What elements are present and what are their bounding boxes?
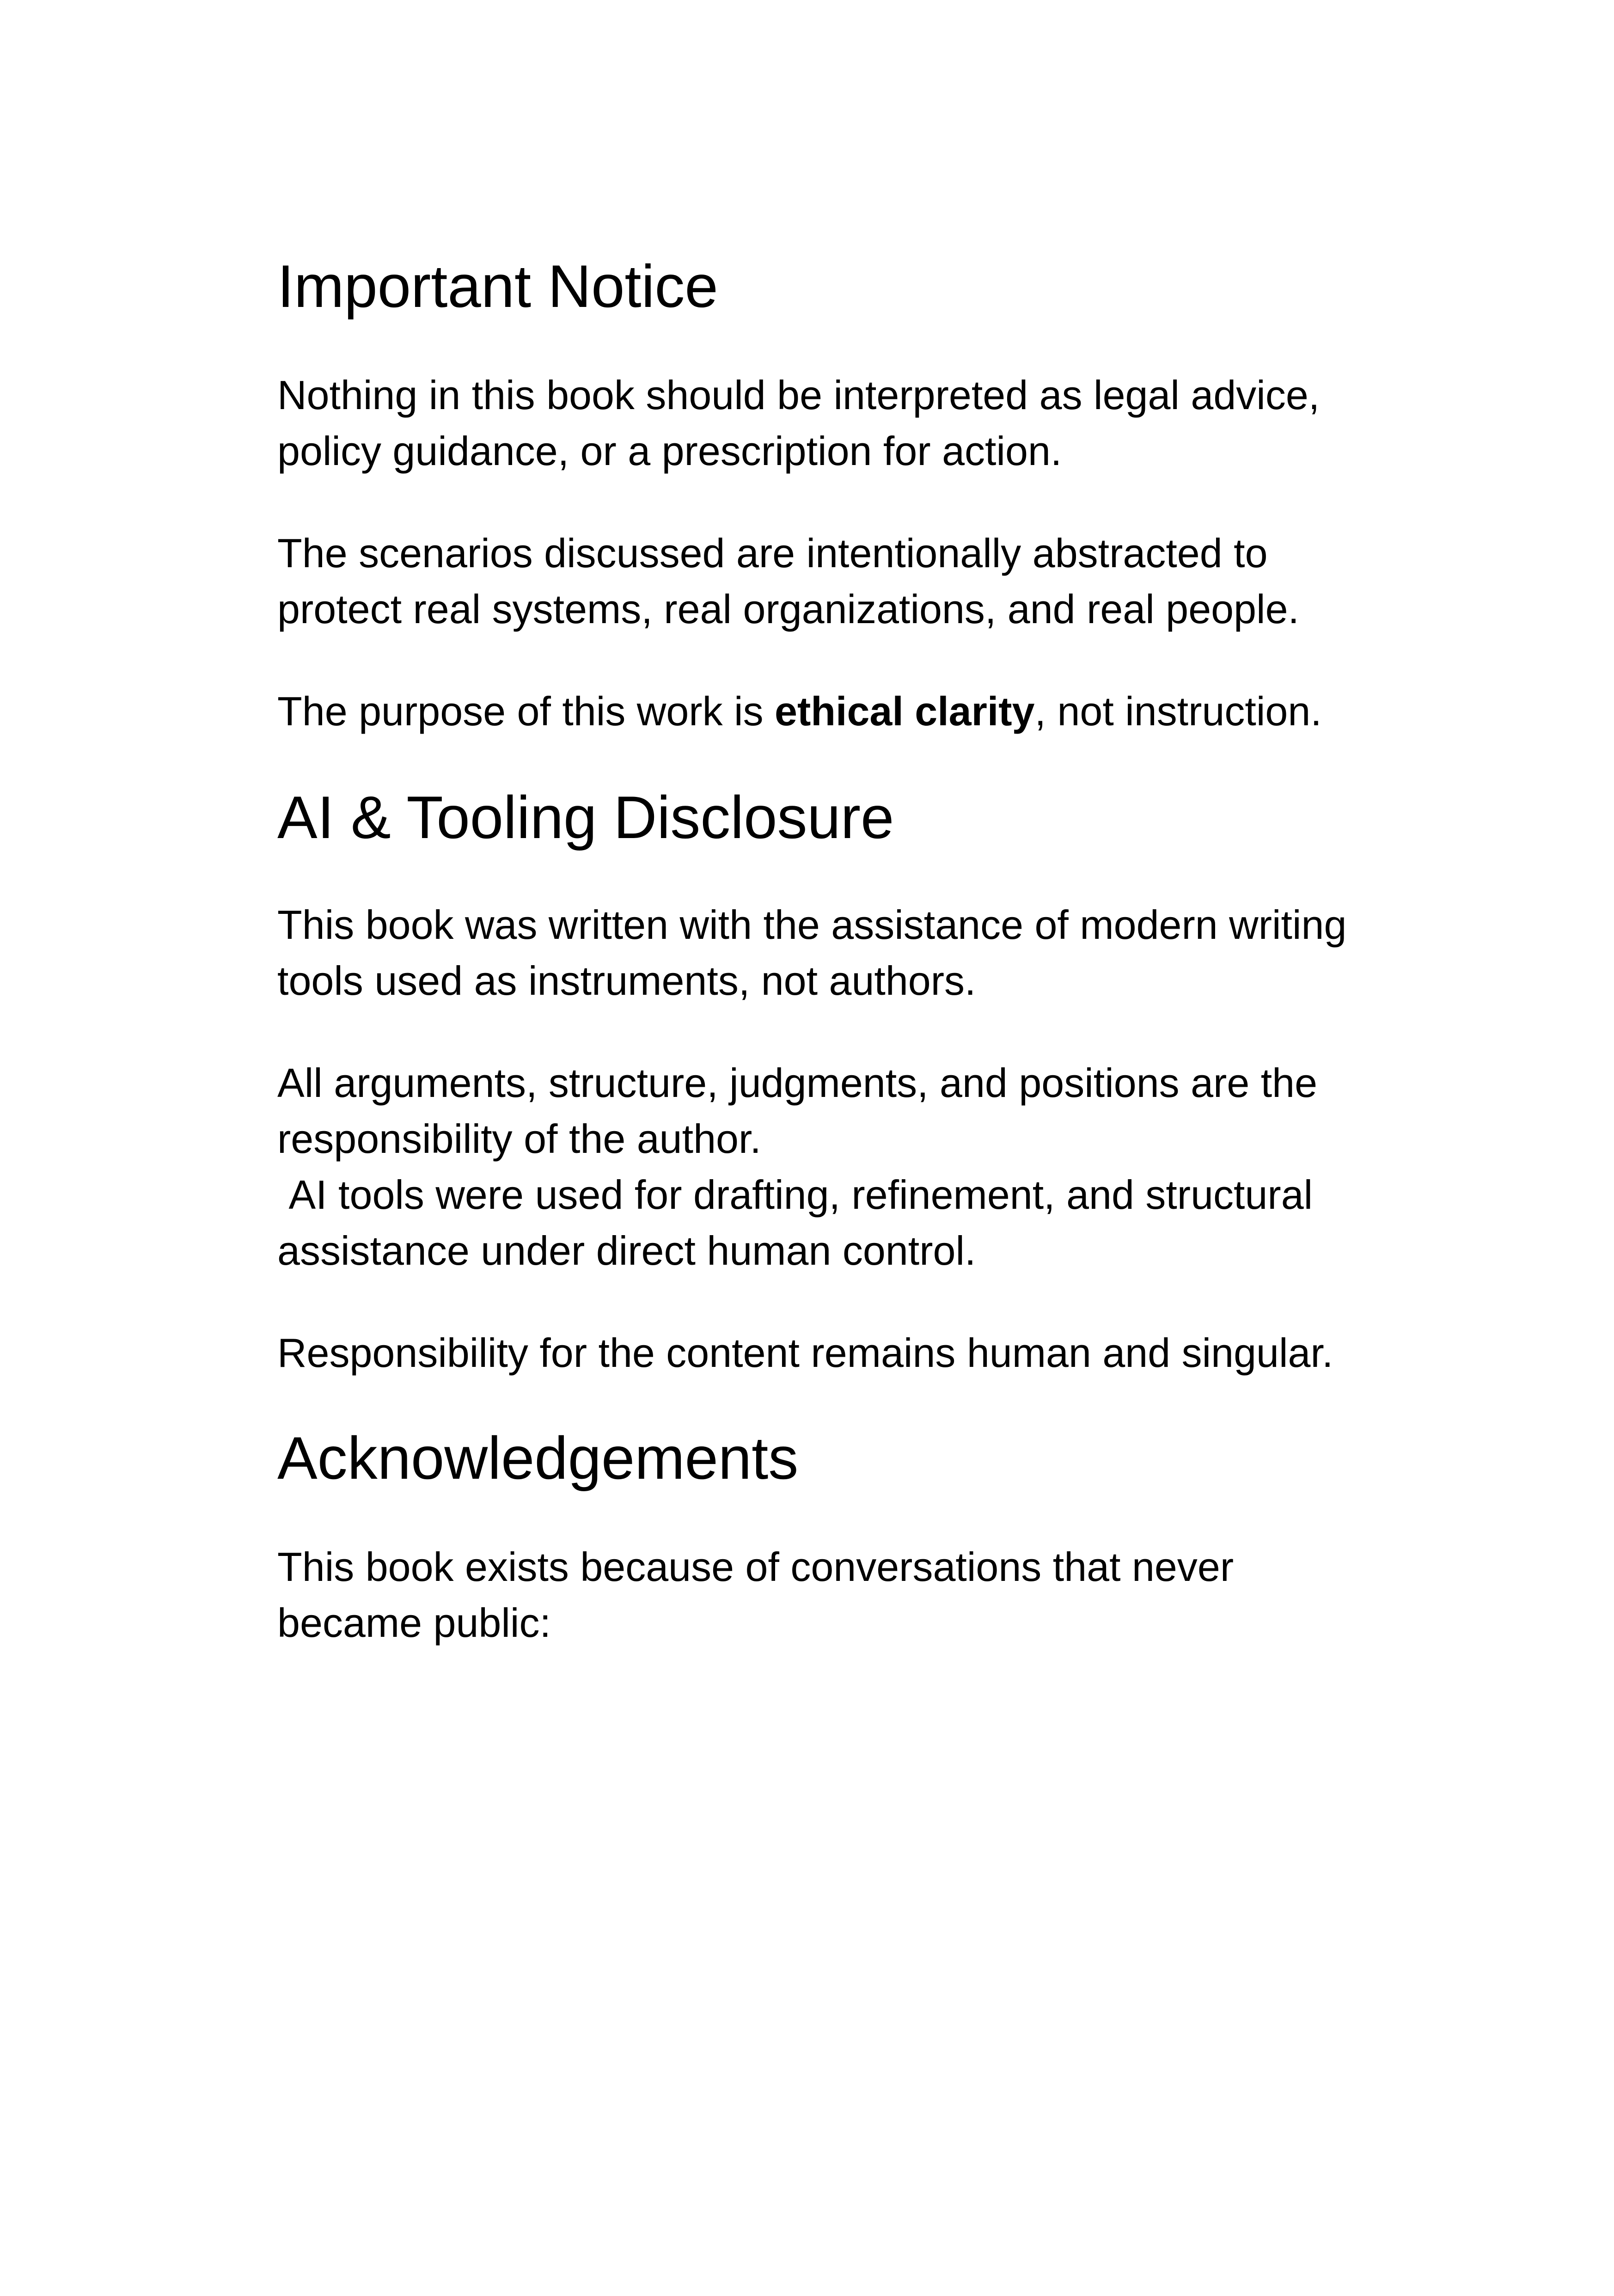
ai-paragraph-human: Responsibility for the content remains human and singular.: [277, 1330, 1333, 1376]
ai-usage-line: AI tools were used for drafting, refinement, and structural assistance under direct human control.: [277, 1172, 1324, 1274]
notice-paragraph-scenarios: The scenarios discussed are intentionally abstracted to protect real systems, real organizations, and real people.: [277, 530, 1299, 632]
important-notice-heading: Important Notice: [277, 252, 718, 320]
document-page: [277, 252, 1368, 1651]
notice-paragraph-purpose: [277, 683, 1368, 739]
ai-paragraph-tools: This book was written with the assistance of modern writing tools used as instruments, not authors.: [277, 902, 1347, 1004]
notice-paragraph-legal: Nothing in this book should be interpreted as legal advice, policy guidance, or a prescription for action.: [277, 372, 1320, 474]
acknowledgements-heading: Acknowledgements: [277, 1424, 799, 1492]
ai-paragraph-responsibility: [277, 1055, 1368, 1279]
purpose-emphasis: ethical clarity: [775, 688, 1035, 734]
ai-responsibility-line: All arguments, structure, judgments, and positions are the responsibility of the author.: [277, 1060, 1318, 1162]
ai-disclosure-heading: AI & Tooling Disclosure: [277, 783, 894, 851]
purpose-text-end: , not instruction.: [1034, 688, 1322, 734]
purpose-text-start: The purpose of this work is: [277, 688, 775, 734]
acknowledgements-paragraph: This book exists because of conversations that never became public:: [277, 1543, 1234, 1646]
